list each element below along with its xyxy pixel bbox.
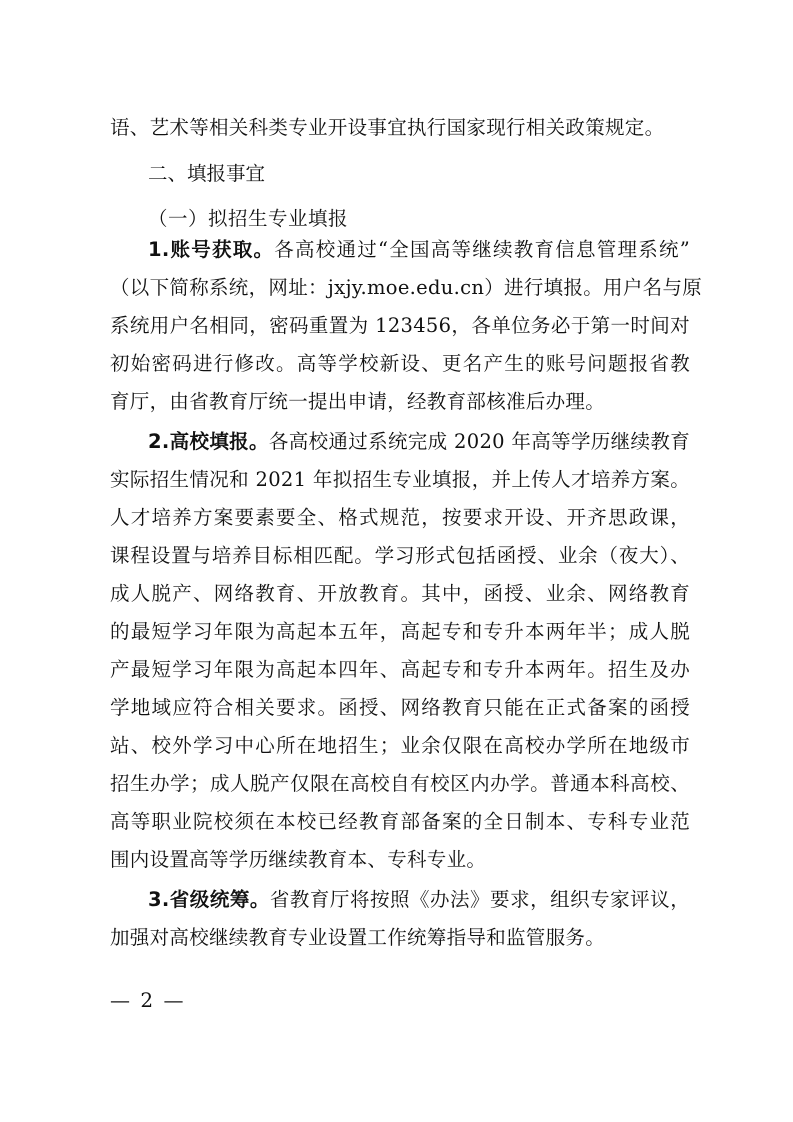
paragraph-line: 育厅，由省教育厅统一提出申请，经教育部核准后办理。: [110, 390, 606, 413]
paragraph-line: 学地域应符合相关要求。函授、网络教育只能在正式备案的函授: [110, 696, 690, 719]
paragraph-line: 课程设置与培养目标相匹配。学习形式包括函授、业余（夜大）、: [110, 544, 690, 567]
section-heading: 二、填报事宜: [148, 162, 266, 185]
paragraph-line: [148, 427, 690, 457]
paragraph-line: 实际招生情况和 2021 年拟招生专业填报，并上传人才培养方案。: [110, 468, 690, 491]
paragraph-text: 省教育厅将按照《办法》要求，组织专家评议，: [269, 888, 690, 911]
paragraph-line: 人才培养方案要素要全、格式规范，按要求开设、开齐思政课，: [110, 506, 690, 529]
paragraph-text: 各高校通过系统完成 2020 年高等学历继续教育: [268, 430, 691, 453]
paragraph-line: （以下简称系统，网址：jxjy.moe.edu.cn）进行填报。用户名与原: [110, 276, 703, 299]
paragraph-line: 围内设置高等学历继续教育本、专科专业。: [110, 848, 487, 871]
paragraph-line: 产最短学习年限为高起本四年、高起专和专升本两年。招生及办: [110, 658, 690, 681]
paragraph-lead: 2.高校填报。: [148, 430, 269, 453]
paragraph-line: [148, 235, 690, 265]
paragraph-line: 加强对高校继续教育专业设置工作统筹指导和监管服务。: [110, 926, 606, 949]
subsection-heading: （一）拟招生专业填报: [148, 207, 349, 230]
paragraph-line: [148, 885, 690, 915]
paragraph-lead: 3.省级统筹。: [148, 888, 270, 911]
paragraph-line: 的最短学习年限为高起本五年，高起专和专升本两年半；成人脱: [110, 620, 690, 643]
paragraph-line: 系统用户名相同，密码重置为 123456，各单位务必于第一时间对: [110, 314, 690, 337]
paragraph-line: 站、校外学习中心所在地招生；业余仅限在高校办学所在地级市: [110, 734, 690, 757]
paragraph-line: 高等职业院校须在本校已经教育部备案的全日制本、专科专业范: [110, 810, 690, 833]
paragraph-line: 招生办学；成人脱产仅限在高校自有校区内办学。普通本科高校、: [110, 772, 690, 795]
paragraph-line: 语、艺术等相关科类专业开设事宜执行国家现行相关政策规定。: [110, 116, 665, 139]
paragraph-line: 初始密码进行修改。高等学校新设、更名产生的账号问题报省教: [110, 352, 690, 375]
paragraph-line: 成人脱产、网络教育、开放教育。其中，函授、业余、网络教育: [110, 582, 690, 605]
paragraph-lead: 1.账号获取。: [148, 238, 275, 261]
page-number: — 2 —: [110, 988, 186, 1012]
paragraph-text: 各高校通过“全国高等继续教育信息管理系统”: [274, 238, 690, 261]
